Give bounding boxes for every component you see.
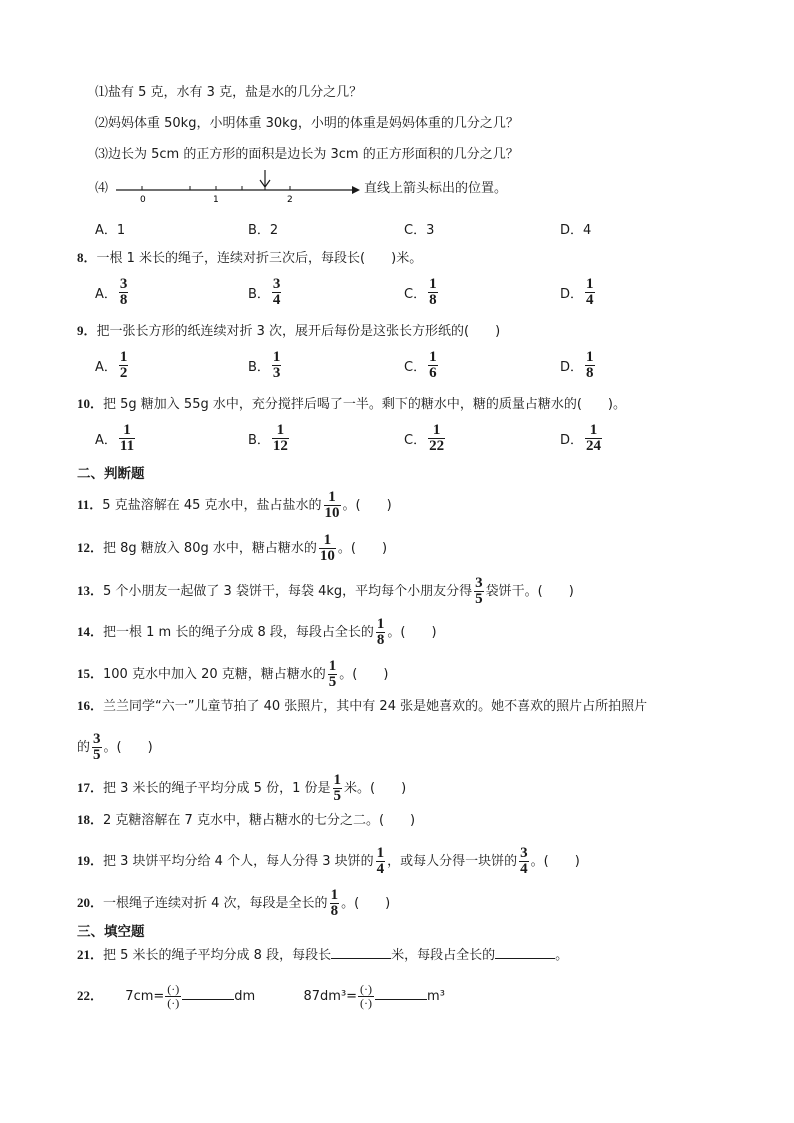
q9-option-c[interactable]: C． $\frac{1}{6}$ xyxy=(404,349,437,381)
q10-option-b[interactable]: B． $\frac{1}{12}$ xyxy=(248,422,288,454)
section-heading-fill-in: 三、填空题 xyxy=(77,924,145,940)
q15: 15．100 克水中加入 20 克糖，糖占糖水的 $\frac{1}{5}$ 。( ) xyxy=(77,658,389,690)
q17: 17．把 3 米长的绳子平均分成 5 份，1 份是 $\frac{1}{5}$ 米。( ) xyxy=(77,772,407,804)
q18: 18．2 克糖溶解在 7 克水中，糖占糖水的七分之二。( ) xyxy=(77,812,416,828)
q10-stem xyxy=(77,395,626,414)
question-text: 把一张长方形的纸连续对折 3 次，展开后每份是这张长方形纸的( ) xyxy=(96,324,501,339)
q10-option-d[interactable]: D． $\frac{1}{24}$ xyxy=(560,422,602,454)
q8-option-a[interactable]: A． $\frac{3}{8}$ xyxy=(95,276,128,308)
q7-item-4-text: 直线上箭头标出的位置。 xyxy=(364,181,508,196)
q22: 22． 7cm= (·) (·) dm 87dm³= (·) (·) m³ xyxy=(77,982,445,1010)
number-line-arrowhead xyxy=(352,186,360,194)
answer-blank[interactable] xyxy=(331,946,391,959)
q8-option-d[interactable]: D． $\frac{1}{4}$ xyxy=(560,276,594,308)
q16-line-2: 的 $\frac{3}{5}$ 。( ) xyxy=(77,731,153,763)
answer-blank[interactable] xyxy=(375,987,427,1000)
q14: 14．把一根 1 m 长的绳子分成 8 段，每段占全长的 $\frac{1}{8}$ 。( ) xyxy=(77,616,437,648)
q9-stem xyxy=(77,322,500,341)
q11: 11．5 克盐溶解在 45 克水中，盐占盐水的 $\frac{1}{10}$ 。( ) xyxy=(77,489,392,521)
q10-option-a[interactable]: A． $\frac{1}{11}$ xyxy=(95,422,135,454)
q8-stem xyxy=(77,249,422,268)
q10-option-c[interactable]: C． $\frac{1}{22}$ xyxy=(404,422,445,454)
q9-option-d[interactable]: D． $\frac{1}{8}$ xyxy=(560,349,594,381)
q9-option-a[interactable]: A． $\frac{1}{2}$ xyxy=(95,349,128,381)
number-line xyxy=(110,168,360,208)
q7-item-3: ⑶边长为 5cm 的正方形的面积是边长为 3cm 的正方形面积的几分之几？ xyxy=(95,147,519,162)
q19: 19．把 3 块饼平均分给 4 个人，每人分得 3 块饼的 $\frac{1}{4}$ ，或每人分得一块饼的 $\frac{3}{4}$ 。( ) xyxy=(77,845,580,877)
q8-option-c[interactable]: C． $\frac{1}{8}$ xyxy=(404,276,437,308)
question-number: 8． xyxy=(77,250,97,265)
q13: 13．5 个小朋友一起做了 3 袋饼干，每袋 4kg，平均每个小朋友分得 $\frac{3}{5}$ 袋饼干。( ) xyxy=(77,575,574,607)
q7-option-b[interactable]: B．2 xyxy=(248,223,279,238)
section-heading-judgment: 二、判断题 xyxy=(77,466,145,482)
tick-label-1: 1 xyxy=(213,195,219,205)
q7-option-c[interactable]: C．3 xyxy=(404,223,435,238)
question-number: 10． xyxy=(77,396,104,411)
answer-blank[interactable] xyxy=(495,946,555,959)
q7-option-a[interactable]: A．1 xyxy=(95,223,126,238)
q7-item-4-label: ⑷ xyxy=(95,181,109,196)
question-text: 把 5g 糖加入 55g 水中，充分搅拌后喝了一半。剩下的糖水中，糖的质量占糖水的( )。 xyxy=(103,397,627,412)
answer-blank[interactable] xyxy=(182,987,234,1000)
tick-label-0: 0 xyxy=(140,195,146,205)
q20: 20．一根绳子连续对折 4 次，每段是全长的 $\frac{1}{8}$ 。( ) xyxy=(77,887,391,919)
q8-option-b[interactable]: B． $\frac{3}{4}$ xyxy=(248,276,281,308)
q9-option-b[interactable]: B． $\frac{1}{3}$ xyxy=(248,349,281,381)
q12: 12．把 8g 糖放入 80g 水中，糖占糖水的 $\frac{1}{10}$ 。( ) xyxy=(77,532,388,564)
q16-line-1: 16．兰兰同学“六一”儿童节拍了 40 张照片，其中有 24 张是她喜欢的。她不喜欢的照片占所拍照片 xyxy=(77,698,648,714)
q7-item-2: ⑵妈妈体重 50kg，小明体重 30kg，小明的体重是妈妈体重的几分之几？ xyxy=(95,116,519,131)
q21: 21．把 5 米长的绳子平均分成 8 段，每段长 米，每段占全长的 。 xyxy=(77,947,569,963)
q7-option-d[interactable]: D．4 xyxy=(560,223,592,238)
question-text: 一根 1 米长的绳子，连续对折三次后，每段长( )米。 xyxy=(96,251,423,266)
question-number: 9． xyxy=(77,323,97,338)
q7-item-1: ⑴盐有 5 克，水有 3 克，盐是水的几分之几？ xyxy=(95,85,363,100)
tick-label-2: 2 xyxy=(287,195,293,205)
